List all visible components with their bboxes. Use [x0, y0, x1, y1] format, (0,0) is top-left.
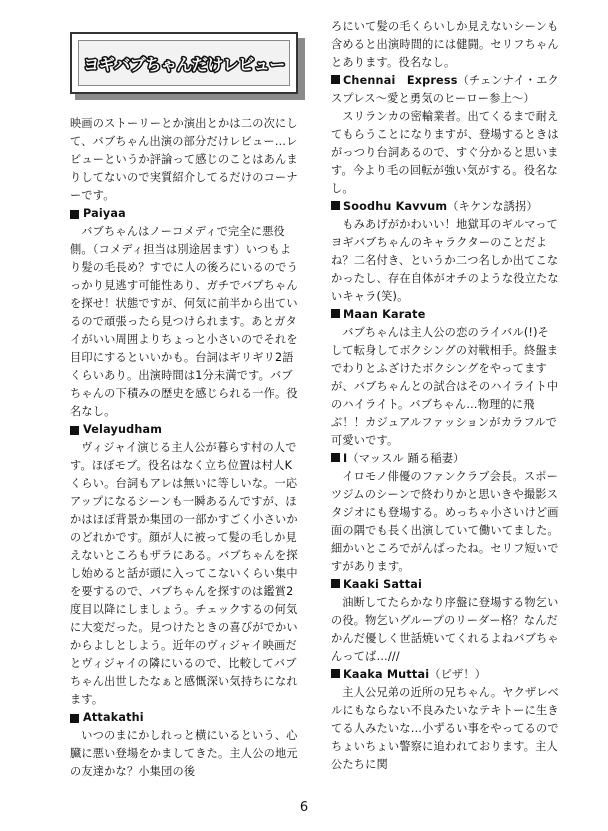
section-i [331, 450, 559, 576]
page-title: ヨギバブちゃんだけレビュー [83, 54, 285, 74]
title-box [70, 32, 298, 94]
right-column [331, 18, 559, 774]
page-number: 6 [299, 800, 309, 815]
black-square-icon [331, 453, 340, 462]
section-heading-text: Kaaka Muttai [343, 668, 430, 681]
section-heading [331, 666, 559, 684]
section-body: もみあげがかわいい！地獄耳のギルマってヨギバブちゃんのキャラクターのことだよね？二名付き、というか二つ名しか出てこなかったし、存在自体がオチのような役立たないキャラ(笑)。 [331, 218, 559, 303]
section-body: 主人公兄弟の近所の兄ちゃん。ヤクザレベルにもならない不良みたいなテキトーに生きてる人みたいな…小ずるい事をやってるのでちょいちょい警察に追われております。主人公たちに関 [331, 686, 559, 771]
section-heading-suffix: （チェンナイ・エクスプレス～愛と勇気のヒーロー参上～） [331, 74, 559, 105]
section-heading [331, 72, 559, 108]
black-square-icon [331, 669, 340, 678]
black-square-icon [331, 201, 340, 210]
section-heading-text: I [343, 452, 348, 465]
section-body: バブちゃんは主人公の恋のライバル(!)そして転身してボクシングの対戦相手。終盤までわりとふざけたボクシングをやってますが、バブちゃんとの試合はそのハイライト中のハイライト。バブちゃん…物理的に飛ぶ！！カジュアルファッションがカラフルで可愛いです。 [331, 326, 559, 447]
section-body: ヴィジャイ演じる主人公が暮らす村の人です。ほぼモブ。役名はなく立ち位置は村人Kくらい。台詞もアレは無いに等しいな。一応アップになるシーンも一瞬あるんですが、ほかはほぼ背景か集団の一部かすごく小さいかのどれかです。顔が人に被って髪の毛しか見えないところもザラにある。バブちゃんを探し始めると話が頭に入ってこないくらい集中を要するので、バブちゃんを探すのは鑑賞2度目以降にしましょう。チェックするの何気に大変だった。見つけたときの喜びがでかいからよしとしよう。近年のヴィジャイ映画だとヴィジャイの隣にいるので、比較してバブちゃん出世したなぁと感慨深い気持ちになれます。 [70, 441, 298, 706]
section-kaaki-sattai [331, 576, 559, 666]
section-heading-text: Paiyaa [83, 207, 126, 220]
section-heading [70, 205, 300, 223]
black-square-icon [70, 714, 79, 723]
section-heading [331, 198, 559, 216]
section-heading [70, 709, 300, 727]
intro-paragraph: 映画のストーリーとか演出とかは二の次にして、バブちゃん出演の部分だけレビュー…レビューというか評論って感じのことはあんまりしてないので実質紹介してるだけのコーナーです。 [70, 117, 298, 202]
section-heading [331, 576, 559, 594]
section-heading [70, 421, 300, 439]
section-body: 油断してたらかなり序盤に登場する物乞いの役。物乞いグループのリーダー格？なんだかんだ優しく世話焼いてくれるよねバブちゃんってば…/// [331, 596, 559, 663]
continuation-paragraph: ろにいて髪の毛くらいしか見えないシーンも含めると出演時間的には健闘。セリフちゃんとあります。役名なし。 [331, 20, 559, 69]
black-square-icon [70, 426, 79, 435]
section-heading [331, 450, 559, 468]
section-body: いつのまにかしれっと横にいるという、心臓に悪い登場をかましてきた。主人公の地元の友達かな？小集団の後 [70, 729, 298, 778]
section-heading-suffix: （ピザ！） [429, 668, 487, 681]
black-square-icon [70, 210, 79, 219]
section-paiyaa [70, 205, 300, 421]
section-chennai-express [331, 72, 559, 198]
section-heading-suffix: （マッスル 踊る稲妻） [347, 452, 465, 465]
section-velayudham [70, 421, 300, 709]
section-heading-text: Kaaki Sattai [343, 578, 423, 591]
section-attakathi [70, 709, 300, 781]
section-soodhu-kavvum [331, 198, 559, 306]
section-body: イロモノ俳優のファンクラブ会長。スポーツジムのシーンで終わりかと思いきや撮影スタジオにも登場する。めっちゃ小さいけど画面の隅でも長く出演していて働いてました。細かいところでがんばったね。セリフ短いですがあります。 [331, 470, 559, 573]
left-column [70, 115, 300, 781]
section-body: バブちゃんはノーコメディで完全に悪役側。（コメディ担当は別途居ます）いつもより髪の毛長め？すでに人の後ろにいるのでうっかり見逃す可能性あり、ガチでバブちゃんを探せ！状態ですが、何気に前半から出ているので頑張ったら見つけられます。あとガタイがいい周囲よりちょっと小さいのでそれを目印にするといいかも。台詞はギリギリ2語くらいあり。出演時間は1分未満です。バブちゃんの下積みの歴史を感じられる一作。役名なし。 [70, 225, 299, 418]
black-square-icon [331, 75, 340, 84]
section-kaaka-muttai [331, 666, 559, 774]
section-maan-karate [331, 306, 559, 450]
black-square-icon [331, 579, 340, 588]
section-heading-text: Soodhu Kavvum [343, 200, 448, 213]
section-heading-text: Attakathi [83, 711, 144, 724]
section-heading-text: Maan Karate [343, 308, 426, 321]
section-heading [331, 306, 559, 324]
section-body: スリランカの密輸業者。出てくるまで耐えてもらうことになりますが、登場するときはがっつり台詞あるので、すぐ分かると思います。今より毛の回転が強い気がする。役名なし。 [331, 110, 559, 195]
section-heading-suffix: （キケンな誘拐） [447, 200, 538, 213]
black-square-icon [331, 309, 340, 318]
section-heading-text: Chennai Express [343, 74, 458, 87]
title-inner [78, 40, 290, 86]
section-heading-text: Velayudham [83, 423, 163, 436]
